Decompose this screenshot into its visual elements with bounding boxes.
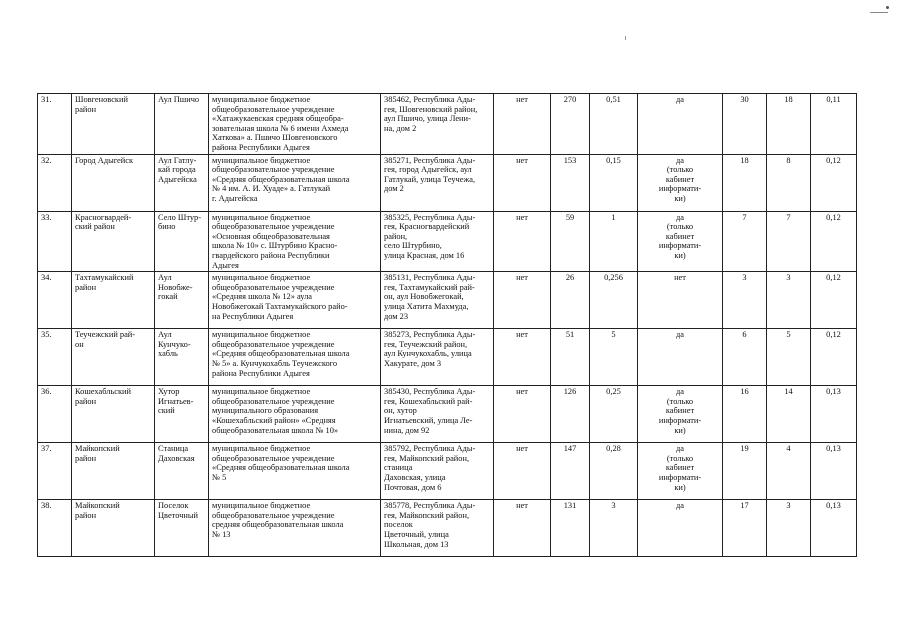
cell-text: да: [676, 95, 684, 104]
cell-text: 153: [563, 155, 577, 165]
value-cell-9: [638, 94, 723, 155]
value-cell-10: [723, 94, 767, 155]
cell-text: нет: [516, 501, 528, 511]
cell-text: 16: [740, 387, 749, 397]
school-name-cell: [209, 443, 381, 500]
cell-text: 18: [740, 155, 749, 165]
cell-text: 3: [611, 501, 616, 511]
table-row: [38, 443, 857, 500]
settlement-cell: [155, 386, 209, 443]
cell-text: да (только кабинет информати- ки): [658, 387, 702, 435]
district-cell: [72, 272, 155, 329]
cell-text: 18: [784, 95, 793, 104]
value-cell-7: [551, 94, 590, 155]
value-cell-6: [494, 329, 551, 386]
scan-mark: [870, 12, 888, 13]
cell-text: нет: [516, 155, 528, 165]
cell-text: Аул Пшичо: [158, 95, 200, 104]
value-cell-11: [767, 154, 811, 211]
address-cell: [381, 272, 494, 329]
row-number: [38, 211, 72, 272]
cell-text: 3: [786, 273, 791, 283]
cell-text: Теучежский рай- он: [75, 330, 136, 349]
cell-text: 31.: [41, 95, 52, 104]
settlement-cell: [155, 211, 209, 272]
value-cell-8: [590, 272, 638, 329]
value-cell-12: [811, 94, 857, 155]
cell-text: 3: [786, 501, 791, 511]
cell-text: да (только кабинет информати- ки): [658, 155, 702, 203]
value-cell-6: [494, 272, 551, 329]
value-cell-8: [590, 154, 638, 211]
value-cell-8: [590, 329, 638, 386]
cell-text: 34.: [41, 273, 52, 283]
table-row: [38, 329, 857, 386]
value-cell-8: [590, 443, 638, 500]
cell-text: да (только кабинет информати- ки): [658, 444, 702, 492]
table-row: [38, 94, 857, 155]
cell-text: муниципальное бюджетное общеобразовательное учреждение «Средняя общеобразовательная школа № 5» а. Кунчукохабль Теучежского района Республики Адыгея: [212, 330, 350, 378]
table-row: [38, 386, 857, 443]
cell-text: 0,13: [826, 501, 841, 511]
value-cell-8: [590, 211, 638, 272]
cell-text: нет: [516, 387, 528, 397]
value-cell-12: [811, 272, 857, 329]
cell-text: 0,51: [606, 95, 621, 104]
scan-dot: [886, 6, 889, 9]
cell-text: 385273, Республика Ады- гея, Теучежский район, аул Кунчукохабль, улица Хакурате, дом 3: [384, 330, 476, 368]
table-row: [38, 211, 857, 272]
cell-text: 0,13: [826, 444, 841, 454]
settlement-cell: [155, 500, 209, 557]
address-cell: [381, 211, 494, 272]
cell-text: 3: [742, 273, 747, 283]
value-cell-10: [723, 154, 767, 211]
cell-text: 0,12: [826, 330, 841, 340]
value-cell-6: [494, 443, 551, 500]
scan-tick: [625, 36, 626, 40]
district-cell: [72, 211, 155, 272]
cell-text: 385131, Республика Ады- гея, Тахтамукайский рай- он, аул Новобжегокай, улица Хатита Махмуда, дом 23: [384, 273, 476, 321]
value-cell-6: [494, 154, 551, 211]
cell-text: Станица Даховская: [158, 444, 195, 463]
cell-text: 19: [740, 444, 749, 454]
value-cell-11: [767, 386, 811, 443]
value-cell-8: [590, 500, 638, 557]
address-cell: [381, 443, 494, 500]
value-cell-6: [494, 94, 551, 155]
cell-text: 6: [742, 330, 747, 340]
value-cell-7: [551, 500, 590, 557]
district-cell: [72, 443, 155, 500]
row-number: [38, 500, 72, 557]
address-cell: [381, 94, 494, 155]
value-cell-9: [638, 272, 723, 329]
school-name-cell: [209, 500, 381, 557]
cell-text: 5: [611, 330, 616, 340]
settlement-cell: [155, 272, 209, 329]
cell-text: 37.: [41, 444, 52, 454]
cell-text: муниципальное бюджетное общеобразовательное учреждение «Средняя общеобразовательная школа № 5: [212, 444, 350, 482]
value-cell-10: [723, 329, 767, 386]
value-cell-8: [590, 386, 638, 443]
value-cell-12: [811, 386, 857, 443]
row-number: [38, 272, 72, 329]
table-row: [38, 154, 857, 211]
school-name-cell: [209, 272, 381, 329]
value-cell-11: [767, 500, 811, 557]
cell-text: Село Штур- бино: [158, 212, 202, 232]
value-cell-10: [723, 443, 767, 500]
value-cell-7: [551, 211, 590, 272]
value-cell-7: [551, 443, 590, 500]
value-cell-12: [811, 329, 857, 386]
cell-text: 36.: [41, 387, 52, 397]
value-cell-10: [723, 500, 767, 557]
cell-text: Аул Кунчуко- хабль: [158, 330, 191, 359]
cell-text: 4: [786, 444, 791, 454]
cell-text: Хутор Игнатьев- ский: [158, 387, 194, 416]
value-cell-10: [723, 386, 767, 443]
cell-text: 0,12: [826, 155, 841, 165]
cell-text: 17: [740, 501, 749, 511]
row-number: [38, 154, 72, 211]
cell-text: муниципальное бюджетное общеобразовательное учреждение средняя общеобразовательная школа № 13: [212, 501, 344, 539]
schools-table: [37, 93, 857, 557]
district-cell: [72, 329, 155, 386]
row-number: [38, 329, 72, 386]
value-cell-7: [551, 154, 590, 211]
value-cell-8: [590, 94, 638, 155]
cell-text: нет: [516, 444, 528, 454]
cell-text: муниципальное бюджетное общеобразовательное учреждение «Средняя школа № 12» аула Новобжегокай Тахтамукайского райо- на Республики Адыгея: [212, 273, 348, 321]
cell-text: Поселок Цветочный: [158, 501, 198, 520]
cell-text: нет: [516, 212, 528, 222]
table-row: [38, 500, 857, 557]
district-cell: [72, 94, 155, 155]
cell-text: муниципальное бюджетное общеобразовательное учреждение «Основная общеобразовательная школа № 10» с. Штурбино Красно- гвардейского района Республики Адыгея: [212, 212, 338, 270]
cell-text: 38.: [41, 501, 52, 511]
value-cell-11: [767, 443, 811, 500]
settlement-cell: [155, 329, 209, 386]
cell-text: 14: [784, 387, 793, 397]
address-cell: [381, 329, 494, 386]
value-cell-11: [767, 272, 811, 329]
value-cell-6: [494, 500, 551, 557]
cell-text: Город Адыгейск: [75, 155, 134, 165]
cell-text: 0,11: [826, 95, 841, 104]
cell-text: 7: [742, 212, 747, 222]
cell-text: 385778, Республика Ады- гея, Майкопский район, поселок Цветочный, улица Школьная, дом 13: [384, 501, 476, 549]
value-cell-9: [638, 154, 723, 211]
cell-text: 0,25: [606, 387, 621, 397]
cell-text: нет: [516, 330, 528, 340]
cell-text: 270: [563, 95, 577, 104]
value-cell-12: [811, 211, 857, 272]
row-number: [38, 94, 72, 155]
cell-text: муниципальное бюджетное общеобразовательное учреждение «Хатажукаевская средняя общеобра- зовательная школа № 6 имени Ахмеда Хаткова» а. Пшичо Шовгеновского района Республики Адыгея: [212, 95, 349, 152]
cell-text: 385271, Республика Ады- гея, город Адыгейск, аул Гатлукай, улица Теучежа, дом 2: [384, 155, 476, 194]
value-cell-11: [767, 329, 811, 386]
cell-text: 385325, Республика Ады- гея, Красногвардейский район, село Штурбино, улица Красная, дом 16: [384, 212, 476, 260]
cell-text: 0,12: [826, 273, 841, 283]
cell-text: 0,28: [606, 444, 621, 454]
table-row: [38, 272, 857, 329]
value-cell-9: [638, 386, 723, 443]
cell-text: Кошехабльский район: [75, 387, 132, 406]
cell-text: 32.: [41, 155, 52, 165]
address-cell: [381, 386, 494, 443]
cell-text: нет: [516, 95, 528, 104]
row-number: [38, 386, 72, 443]
cell-text: 35.: [41, 330, 52, 340]
cell-text: 0,12: [826, 212, 841, 222]
district-cell: [72, 386, 155, 443]
value-cell-6: [494, 386, 551, 443]
cell-text: муниципальное бюджетное общеобразовательное учреждение муниципального образования «Кошехабльский район» «Средняя общеобразовательная школа № 10»: [212, 387, 339, 435]
address-cell: [381, 500, 494, 557]
value-cell-7: [551, 329, 590, 386]
value-cell-6: [494, 211, 551, 272]
cell-text: да: [676, 330, 684, 340]
value-cell-9: [638, 443, 723, 500]
cell-text: 0,256: [604, 273, 623, 283]
value-cell-11: [767, 211, 811, 272]
cell-text: 385462, Республика Ады- гея, Шовгеновский район, аул Пшичо, улица Лени- на, дом 2: [384, 95, 478, 133]
cell-text: 30: [740, 95, 749, 104]
school-name-cell: [209, 386, 381, 443]
cell-text: Шовгеновский район: [75, 95, 128, 114]
value-cell-9: [638, 329, 723, 386]
cell-text: нет: [674, 273, 686, 283]
cell-text: Тахтамукайский район: [75, 273, 134, 292]
value-cell-9: [638, 500, 723, 557]
cell-text: 33.: [41, 212, 52, 222]
cell-text: 51: [565, 330, 575, 340]
cell-text: да: [676, 501, 684, 511]
district-cell: [72, 500, 155, 557]
cell-text: Аул Гатлу- кай города Адыгейска: [158, 155, 197, 184]
cell-text: 59: [565, 212, 575, 222]
cell-text: 8: [786, 155, 791, 165]
value-cell-10: [723, 272, 767, 329]
value-cell-12: [811, 500, 857, 557]
value-cell-9: [638, 211, 723, 272]
value-cell-7: [551, 272, 590, 329]
school-name-cell: [209, 94, 381, 155]
settlement-cell: [155, 154, 209, 211]
value-cell-12: [811, 443, 857, 500]
cell-text: Майкопский район: [75, 501, 120, 520]
value-cell-11: [767, 94, 811, 155]
cell-text: Красногвардей- ский район: [75, 212, 132, 232]
school-name-cell: [209, 211, 381, 272]
cell-text: 126: [563, 387, 577, 397]
row-number: [38, 443, 72, 500]
value-cell-10: [723, 211, 767, 272]
cell-text: 385792, Республика Ады- гея, Майкопский район, станица Даховская, улица Почтовая, дом 6: [384, 444, 476, 492]
cell-text: 147: [563, 444, 577, 454]
cell-text: 7: [786, 212, 791, 222]
address-cell: [381, 154, 494, 211]
school-name-cell: [209, 154, 381, 211]
settlement-cell: [155, 94, 209, 155]
school-name-cell: [209, 329, 381, 386]
district-cell: [72, 154, 155, 211]
cell-text: 5: [786, 330, 791, 340]
cell-text: 26: [565, 273, 575, 283]
value-cell-12: [811, 154, 857, 211]
cell-text: 1: [611, 212, 616, 222]
cell-text: 0,13: [826, 387, 841, 397]
cell-text: муниципальное бюджетное общеобразовательное учреждение «Средняя общеобразовательная школа № 4 им. А. И. Хуаде» а. Гатлукай г. Адыгейска: [212, 155, 350, 203]
cell-text: Аул Новобже- гокай: [158, 273, 193, 302]
cell-text: нет: [516, 273, 528, 283]
cell-text: 0,15: [606, 155, 621, 165]
settlement-cell: [155, 443, 209, 500]
cell-text: 385430, Республика Ады- гея, Кошехабльский рай- он, хутор Игнатьевский, улица Ле- нина, дом 92: [384, 387, 476, 435]
value-cell-7: [551, 386, 590, 443]
cell-text: да (только кабинет информати- ки): [658, 212, 702, 260]
cell-text: Майкопский район: [75, 444, 120, 463]
cell-text: 131: [563, 501, 577, 511]
